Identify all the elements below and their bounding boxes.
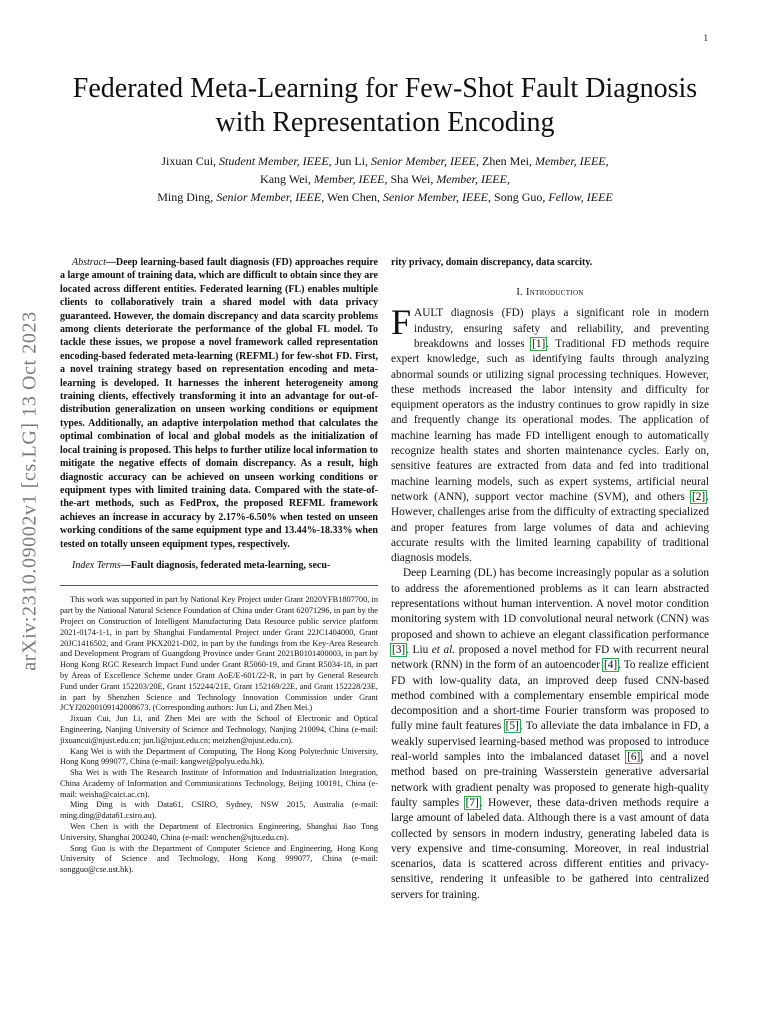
author-name: Song Guo — [494, 190, 543, 204]
body-sentence: , and a novel method based on pre-training Wasserstein generative adversarial network with gradient penalty was proposed to generate high-quality faulty samples — [391, 751, 709, 809]
author-role: Fellow, IEEE — [548, 190, 613, 204]
et-al: et al. — [431, 643, 456, 656]
footnote-affiliation: Kang Wei is with the Department of Computing, The Hong Kong Polytechnic University, Hong Kong 999077, China (e-mail: kangwei@polyu.edu.hk). — [60, 746, 378, 767]
intro-paragraph-1 — [391, 302, 709, 566]
index-terms — [60, 559, 378, 572]
footnote-affiliation: Wen Chen is with the Department of Electronics Engineering, Shanghai Jiao Tong University, Shanghai 200240, China (e-mail: wenchen@sjtu.edu.cn). — [60, 822, 378, 842]
abstract-text: —Deep learning-based fault diagnosis (FD) approaches require a large amount of training data, which are difficult to obtain since they are located across different entities. Federated learning (FL) enables multiple clients to collaboratively train a shared model with data privacy guaranteed. However, the domain discrepancy and data scarcity problems among clients deteriorate the performance of the global FL model. To tackle these issues, we propose a novel framework called representation encoding-based federated meta-learning (REFML) for few-shot FD. First, a novel training strategy based on representation encoding and meta-learning is developed. It harnesses the inherent heterogeneity among training clients, effectively transforming it into an advantage for out-of-distribution generalization on unseen working conditions or equipment types. Additionally, an adaptive interpolation method that calculates the optimal combination of local and global models as the initialization of local training is proposed. This helps to further utilize local information to mitigate the negative effects of domain discrepancy. As a result, high diagnostic accuracy can be achieved on unseen working conditions or equipment types with limited training data. Compared with the state-of-the-art methods, such as FedProx, the proposed REFML framework achieves an increase in accuracy by 2.17%-6.50% when tested on unseen working conditions of the same equipment type and 13.44%-18.33% when tested on totally unseen equipment types, respectively. — [60, 257, 378, 550]
page-number: 1 — [703, 33, 708, 43]
index-terms-continued: rity privacy, domain discrepancy, data scarcity. — [391, 257, 593, 268]
author-name: Kang Wei — [260, 172, 308, 186]
author-role: Member, IEEE — [313, 172, 385, 186]
footnote-affiliation: Sha Wei is with The Research Institute of Information and Industrialization Integration, China Academy of Information and Communications Technology, Beijing 100191, China (e-mail: weisha@caict.ac.cn). — [60, 768, 378, 799]
abstract — [60, 256, 378, 551]
author-name: Zhen Mei — [482, 154, 529, 168]
author-role: Senior Member, IEEE — [216, 190, 322, 204]
section-number: I. — [516, 287, 524, 299]
citation-link[interactable]: [6] — [627, 751, 641, 764]
author-role: Senior Member, IEEE — [371, 154, 476, 168]
paper-title: Federated Meta-Learning for Few-Shot Fault Diagnosis with Representation Encoding — [72, 73, 698, 138]
author-role: Senior Member, IEEE — [383, 190, 489, 204]
drop-cap: F — [391, 302, 412, 343]
author-name: Jun Li — [334, 154, 366, 168]
right-column — [391, 256, 709, 903]
author-name: Jixuan Cui — [161, 154, 214, 168]
abstract-label: Abstract — [72, 257, 106, 268]
index-terms-label: Index Terms — [72, 559, 121, 571]
author-name: Sha Wei — [390, 172, 431, 186]
author-list — [60, 152, 710, 206]
author-role: Member, IEEE — [535, 154, 606, 168]
body-sentence: . Traditional FD methods require expert knowledge, such as identifying faults through analyzing abnormal sounds or utilizing signal processing techniques. However, these methods increased the labor intensity and difficulty for equipment operators as the industry continues to grow rapidly in size and frequently change its operational modes. The application of machine learning has made FD intelligent enough to automatically recognize health states and shorten maintenance cycles. Early on, sensitive features are extracted from data and fed into traditional machine learning models, such as expert systems, artificial neural network (ANN), support vector machine (SVM), and others — [391, 338, 709, 503]
footnote-affiliation: Ming Ding is with Data61, CSIRO, Sydney, NSW 2015, Australia (e-mail: ming.ding@data61.csiro.au). — [60, 800, 378, 821]
citation-link[interactable]: [1] — [532, 338, 546, 350]
body-sentence: . To alleviate the data imbalance in FD, a weakly supervised learning-based method was proposed to introduce real-world samples into the imbalanced dataset — [391, 720, 709, 764]
body-sentence: AULT diagnosis (FD) plays a significant role in modern industry, ensuring safety and reliability, and preventing breakdowns and losses — [414, 307, 709, 350]
citation-link[interactable]: [5] — [505, 720, 519, 733]
author-line-2: Kang Wei, Member, IEEE, Sha Wei, Member, IEEE, — [260, 172, 510, 186]
section-title: Introduction — [526, 287, 584, 299]
author-role: Student Member, IEEE — [219, 154, 329, 168]
body-sentence: proposed a novel method for FD with recurrent neural network (RNN) in the form of an autoencoder — [391, 643, 709, 672]
footnote-funding: This work was supported in part by National Key Project under Grant 2020YFB1807700, in part by the National Natural Science Foundation of China under Grant 62071296, in part by the Project on Construction of Intelligent Manufacturing Data Resource public service platform 2021-0174-1-1, in part by Shanghai Fundamental Project under Grant 22JC1404000, Grant 20JC1416502, and Grant PKX2021-D02, in part by the fundings from the Key-Area Research and Development Program of Guangdong Province under Grant 2021B0101400003, in part by Hong Kong RGC Research Impact Fund under Grant R5060-19, and Grant R5034-18, in part by Areas of Excellence Scheme under Grant AoE/E-601/22-R, in part by General Research Fund under Grant 152203/20E, Grant 152244/21E, Grant 152169/22E, and Grant 152228/23E, in part by Shenzhen Science and Technology Innovation Commission under Grant JCYJ20200109142008673. (Corresponding authors: Jun Li, and Zhen Mei.) — [60, 595, 378, 713]
footnote-rule — [60, 585, 378, 586]
index-terms-text: —Fault diagnosis, federated meta-learning, secu- — [120, 559, 331, 571]
citation-link[interactable]: [7] — [465, 796, 479, 809]
footnote-affiliation: Song Guo is with the Department of Computer Science and Engineering, Hong Kong University of Science and Technology, Hong Kong 999077, China (e-mail: songguo@cse.ust.hk). — [60, 843, 378, 875]
footnote-affiliation: Jixuan Cui, Jun Li, and Zhen Mei are with the School of Electronic and Optical Engineering, Nanjing University of Science and Technology, Nanjing 210094, China (e-mail: jixuancui@njust.edu.cn; jun.li@njust.edu.cn; meizhen@njust.edu.cn). — [60, 714, 378, 745]
section-heading — [391, 287, 709, 298]
body-sentence: . However, these data-driven methods require a large amount of labeled data. Although there is a vast amount of data collected by sensors in modern industry, generating labeled data is very expensive and time-consuming. Moreover, in real industrial scenarios, data is scattered across different entities and privacy-sensitive, rendering it unfeasible to be gathered into centralized servers for training. — [391, 796, 709, 901]
body-sentence: . Liu — [406, 643, 432, 656]
author-role: Member, IEEE — [436, 172, 507, 186]
arxiv-stamp-text: arXiv:2310.09002v1 [cs.LG] 13 Oct 2023 — [18, 310, 41, 671]
body-sentence: . To realize efficient FD with low-quality data, an improved deep fused CNN-based method combined with a complementary ensemble empirical mode decomposition and a short-time Fourier transform was proposed to fully mine fault features — [391, 659, 710, 733]
intro-paragraph-2 — [391, 566, 709, 903]
author-name: Wen Chen — [327, 190, 378, 204]
author-line-3: Ming Ding, Senior Member, IEEE, Wen Chen, Senior Member, IEEE, Song Guo, Fellow, IEEE — [157, 190, 613, 204]
body-sentence: . However, challenges arise from the difficulty of extracting specialized and proper features from large volumes of data and achieving accurate results with the limited learning capability of traditional diagnosis models. — [391, 490, 709, 565]
arxiv-stamp — [18, 278, 42, 703]
body-sentence: Deep Learning (DL) has become increasingly popular as a solution to address the aforementioned problems as it can learn abstracted representations without human intervention. A novel motor condition monitoring system with 1D convolutional neural network (CNN) was proposed and shown to achieve an elegant classification performance — [391, 567, 709, 641]
citation-link[interactable]: [3] — [392, 643, 406, 656]
citation-link[interactable]: [4] — [604, 659, 618, 672]
author-name: Ming Ding — [157, 190, 211, 204]
left-column — [60, 256, 378, 876]
citation-link[interactable]: [2] — [691, 490, 706, 503]
author-line-1: Jixuan Cui, Student Member, IEEE, Jun Li, Senior Member, IEEE, Zhen Mei, Member, IEEE, — [161, 154, 609, 168]
